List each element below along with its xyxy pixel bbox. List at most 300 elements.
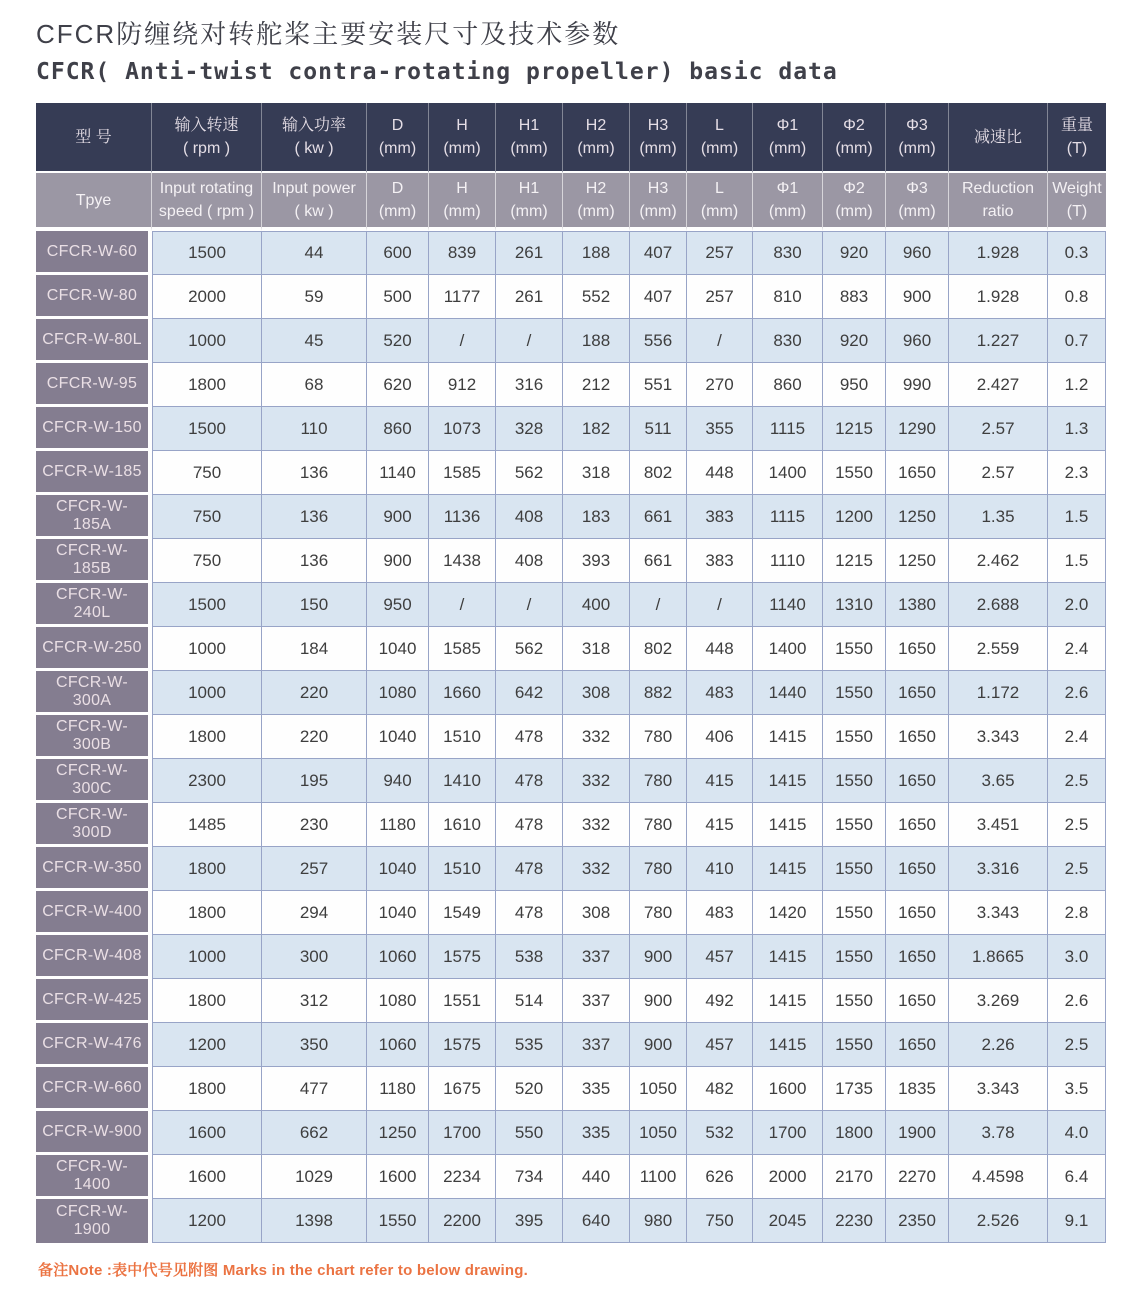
cell-ratio: 2.526 xyxy=(949,1199,1048,1243)
cell-power: 45 xyxy=(262,319,367,363)
cell-h: 1575 xyxy=(429,1023,496,1067)
cell-l: 383 xyxy=(687,539,753,583)
col-header-phi1-zh: Φ1 (mm) xyxy=(753,103,823,173)
table-row xyxy=(36,847,1106,891)
cell-weight: 2.4 xyxy=(1048,627,1106,671)
cell-d: 1040 xyxy=(367,715,429,759)
cell-weight: 1.5 xyxy=(1048,539,1106,583)
cell-phi3: 990 xyxy=(886,363,949,407)
cell-h1: 408 xyxy=(496,539,563,583)
cell-ratio: 3.451 xyxy=(949,803,1048,847)
cell-phi2: 920 xyxy=(823,319,886,363)
cell-weight: 2.6 xyxy=(1048,671,1106,715)
cell-ratio: 3.269 xyxy=(949,979,1048,1023)
cell-phi3: 2270 xyxy=(886,1155,949,1199)
cell-h2: 552 xyxy=(563,275,630,319)
cell-speed: 1800 xyxy=(152,1067,262,1111)
cell-speed: 2000 xyxy=(152,275,262,319)
cell-speed: 1000 xyxy=(152,671,262,715)
table-row xyxy=(36,979,1106,1023)
cell-h: 1410 xyxy=(429,759,496,803)
table-row xyxy=(36,1023,1106,1067)
col-header-h1-en: H1 (mm) xyxy=(496,173,563,231)
cell-weight: 1.3 xyxy=(1048,407,1106,451)
cell-h2: 212 xyxy=(563,363,630,407)
cell-l: / xyxy=(687,319,753,363)
cell-phi2: 883 xyxy=(823,275,886,319)
row-type: CFCR-W-660 xyxy=(36,1067,152,1111)
cell-ratio: 3.343 xyxy=(949,891,1048,935)
cell-l: 492 xyxy=(687,979,753,1023)
cell-h3: 900 xyxy=(630,1023,687,1067)
cell-phi1: 810 xyxy=(753,275,823,319)
row-type: CFCR-W-1400 xyxy=(36,1155,152,1199)
cell-phi2: 1550 xyxy=(823,979,886,1023)
cell-speed: 1800 xyxy=(152,363,262,407)
cell-h1: 535 xyxy=(496,1023,563,1067)
cell-d: 1060 xyxy=(367,935,429,979)
cell-ratio: 1.172 xyxy=(949,671,1048,715)
cell-h1: 514 xyxy=(496,979,563,1023)
row-type: CFCR-W-185B xyxy=(36,539,152,583)
cell-phi3: 960 xyxy=(886,319,949,363)
cell-phi1: 1400 xyxy=(753,451,823,495)
cell-phi3: 1650 xyxy=(886,891,949,935)
cell-h2: 188 xyxy=(563,231,630,275)
cell-l: 257 xyxy=(687,231,753,275)
cell-speed: 1800 xyxy=(152,979,262,1023)
cell-d: 1550 xyxy=(367,1199,429,1243)
cell-h: 1585 xyxy=(429,451,496,495)
cell-h3: 1050 xyxy=(630,1111,687,1155)
cell-d: 900 xyxy=(367,495,429,539)
cell-power: 195 xyxy=(262,759,367,803)
cell-phi3: 1650 xyxy=(886,979,949,1023)
cell-h: 1585 xyxy=(429,627,496,671)
cell-phi1: 1115 xyxy=(753,407,823,451)
header-row-en xyxy=(36,173,1106,231)
cell-phi1: 860 xyxy=(753,363,823,407)
cell-speed: 1500 xyxy=(152,583,262,627)
cell-h1: 478 xyxy=(496,759,563,803)
cell-phi1: 1600 xyxy=(753,1067,823,1111)
cell-h3: 661 xyxy=(630,539,687,583)
table-row xyxy=(36,363,1106,407)
cell-h1: 478 xyxy=(496,847,563,891)
row-type: CFCR-W-300C xyxy=(36,759,152,803)
cell-h2: 318 xyxy=(563,451,630,495)
cell-ratio: 2.462 xyxy=(949,539,1048,583)
cell-h3: 780 xyxy=(630,803,687,847)
cell-h3: 900 xyxy=(630,935,687,979)
cell-l: 415 xyxy=(687,803,753,847)
row-type: CFCR-W-80 xyxy=(36,275,152,319)
row-type: CFCR-W-300D xyxy=(36,803,152,847)
cell-power: 68 xyxy=(262,363,367,407)
cell-h3: 556 xyxy=(630,319,687,363)
cell-speed: 1200 xyxy=(152,1023,262,1067)
cell-h2: 332 xyxy=(563,715,630,759)
cell-power: 257 xyxy=(262,847,367,891)
spec-table xyxy=(36,103,1106,1243)
cell-l: 406 xyxy=(687,715,753,759)
cell-phi3: 900 xyxy=(886,275,949,319)
cell-l: 482 xyxy=(687,1067,753,1111)
cell-speed: 1500 xyxy=(152,407,262,451)
cell-phi3: 1650 xyxy=(886,803,949,847)
cell-h3: 780 xyxy=(630,715,687,759)
table-row xyxy=(36,319,1106,363)
cell-h3: 780 xyxy=(630,759,687,803)
col-header-ratio-en: Reduction ratio xyxy=(949,173,1048,231)
table-row xyxy=(36,1155,1106,1199)
cell-phi3: 1650 xyxy=(886,671,949,715)
table-body xyxy=(36,231,1106,1243)
col-header-type-en: Tpye xyxy=(36,173,152,231)
cell-h2: 188 xyxy=(563,319,630,363)
cell-weight: 2.3 xyxy=(1048,451,1106,495)
cell-h2: 393 xyxy=(563,539,630,583)
cell-phi1: 1115 xyxy=(753,495,823,539)
cell-phi1: 1415 xyxy=(753,715,823,759)
cell-h: 1675 xyxy=(429,1067,496,1111)
cell-h3: 1050 xyxy=(630,1067,687,1111)
cell-d: 1180 xyxy=(367,803,429,847)
cell-speed: 1800 xyxy=(152,715,262,759)
cell-d: 1600 xyxy=(367,1155,429,1199)
col-header-phi1-en: Φ1 (mm) xyxy=(753,173,823,231)
cell-d: 620 xyxy=(367,363,429,407)
cell-l: 257 xyxy=(687,275,753,319)
table-row xyxy=(36,935,1106,979)
cell-h2: 332 xyxy=(563,759,630,803)
cell-l: 383 xyxy=(687,495,753,539)
cell-d: 500 xyxy=(367,275,429,319)
cell-h: 1551 xyxy=(429,979,496,1023)
cell-power: 136 xyxy=(262,539,367,583)
cell-phi1: 1700 xyxy=(753,1111,823,1155)
cell-h1: 478 xyxy=(496,715,563,759)
cell-ratio: 3.78 xyxy=(949,1111,1048,1155)
table-row xyxy=(36,407,1106,451)
cell-h1: 520 xyxy=(496,1067,563,1111)
cell-h1: 734 xyxy=(496,1155,563,1199)
cell-weight: 9.1 xyxy=(1048,1199,1106,1243)
cell-weight: 2.5 xyxy=(1048,847,1106,891)
cell-power: 150 xyxy=(262,583,367,627)
cell-h1: 408 xyxy=(496,495,563,539)
cell-d: 1140 xyxy=(367,451,429,495)
col-header-ratio-zh: 减速比 xyxy=(949,103,1048,173)
cell-h1: 562 xyxy=(496,627,563,671)
cell-power: 44 xyxy=(262,231,367,275)
footnote: 备注Note :表中代号见附图 Marks in the chart refer to below drawing. xyxy=(38,1262,528,1279)
cell-phi1: 830 xyxy=(753,231,823,275)
cell-phi1: 1415 xyxy=(753,803,823,847)
col-header-h2-zh: H2 (mm) xyxy=(563,103,630,173)
table-row xyxy=(36,495,1106,539)
row-type: CFCR-W-240L xyxy=(36,583,152,627)
cell-power: 184 xyxy=(262,627,367,671)
table-row xyxy=(36,583,1106,627)
cell-ratio: 1.928 xyxy=(949,275,1048,319)
cell-phi3: 2350 xyxy=(886,1199,949,1243)
table-row xyxy=(36,1067,1106,1111)
cell-h3: 1100 xyxy=(630,1155,687,1199)
cell-phi3: 1250 xyxy=(886,495,949,539)
cell-h3: 407 xyxy=(630,275,687,319)
cell-d: 1180 xyxy=(367,1067,429,1111)
table-row xyxy=(36,891,1106,935)
col-header-phi2-en: Φ2 (mm) xyxy=(823,173,886,231)
col-header-phi3-zh: Φ3 (mm) xyxy=(886,103,949,173)
cell-ratio: 1.8665 xyxy=(949,935,1048,979)
row-type: CFCR-W-60 xyxy=(36,231,152,275)
cell-l: 626 xyxy=(687,1155,753,1199)
cell-power: 220 xyxy=(262,715,367,759)
cell-h3: 551 xyxy=(630,363,687,407)
cell-phi2: 1800 xyxy=(823,1111,886,1155)
cell-d: 1040 xyxy=(367,891,429,935)
cell-speed: 750 xyxy=(152,539,262,583)
col-header-phi3-en: Φ3 (mm) xyxy=(886,173,949,231)
cell-h3: 802 xyxy=(630,627,687,671)
cell-power: 59 xyxy=(262,275,367,319)
cell-phi2: 2230 xyxy=(823,1199,886,1243)
row-type: CFCR-W-300B xyxy=(36,715,152,759)
cell-h2: 335 xyxy=(563,1067,630,1111)
cell-h: 1073 xyxy=(429,407,496,451)
cell-phi1: 1415 xyxy=(753,979,823,1023)
cell-phi3: 1900 xyxy=(886,1111,949,1155)
cell-h3: 407 xyxy=(630,231,687,275)
cell-phi2: 1550 xyxy=(823,803,886,847)
cell-speed: 1485 xyxy=(152,803,262,847)
header-row-zh xyxy=(36,103,1106,173)
cell-h2: 640 xyxy=(563,1199,630,1243)
col-header-l-zh: L (mm) xyxy=(687,103,753,173)
cell-ratio: 3.65 xyxy=(949,759,1048,803)
cell-ratio: 2.427 xyxy=(949,363,1048,407)
table-row xyxy=(36,231,1106,275)
cell-h3: 980 xyxy=(630,1199,687,1243)
cell-power: 477 xyxy=(262,1067,367,1111)
cell-ratio: 2.57 xyxy=(949,407,1048,451)
cell-d: 1040 xyxy=(367,847,429,891)
cell-ratio: 1.35 xyxy=(949,495,1048,539)
cell-phi2: 1735 xyxy=(823,1067,886,1111)
cell-power: 312 xyxy=(262,979,367,1023)
table-row xyxy=(36,715,1106,759)
cell-h3: 780 xyxy=(630,847,687,891)
col-header-h3-zh: H3 (mm) xyxy=(630,103,687,173)
cell-ratio: 4.4598 xyxy=(949,1155,1048,1199)
cell-phi2: 1215 xyxy=(823,539,886,583)
cell-phi2: 1310 xyxy=(823,583,886,627)
cell-phi3: 1650 xyxy=(886,451,949,495)
row-type: CFCR-W-350 xyxy=(36,847,152,891)
cell-l: / xyxy=(687,583,753,627)
cell-h3: / xyxy=(630,583,687,627)
row-type: CFCR-W-400 xyxy=(36,891,152,935)
cell-phi3: 1650 xyxy=(886,715,949,759)
cell-weight: 0.8 xyxy=(1048,275,1106,319)
cell-h2: 337 xyxy=(563,1023,630,1067)
cell-h2: 308 xyxy=(563,891,630,935)
cell-phi1: 1420 xyxy=(753,891,823,935)
row-type: CFCR-W-425 xyxy=(36,979,152,1023)
cell-phi3: 1650 xyxy=(886,759,949,803)
cell-speed: 2300 xyxy=(152,759,262,803)
cell-h1: 562 xyxy=(496,451,563,495)
cell-h: / xyxy=(429,319,496,363)
cell-speed: 1600 xyxy=(152,1111,262,1155)
cell-h: 2234 xyxy=(429,1155,496,1199)
cell-speed: 1800 xyxy=(152,891,262,935)
cell-h2: 440 xyxy=(563,1155,630,1199)
cell-weight: 2.8 xyxy=(1048,891,1106,935)
cell-phi3: 1650 xyxy=(886,627,949,671)
cell-speed: 750 xyxy=(152,495,262,539)
cell-phi1: 1415 xyxy=(753,847,823,891)
cell-speed: 1000 xyxy=(152,627,262,671)
cell-d: 1060 xyxy=(367,1023,429,1067)
cell-phi1: 1400 xyxy=(753,627,823,671)
cell-phi3: 960 xyxy=(886,231,949,275)
cell-h: 1549 xyxy=(429,891,496,935)
cell-d: 900 xyxy=(367,539,429,583)
col-header-type-zh: 型 号 xyxy=(36,103,152,173)
cell-weight: 0.7 xyxy=(1048,319,1106,363)
row-type: CFCR-W-1900 xyxy=(36,1199,152,1243)
cell-h: / xyxy=(429,583,496,627)
cell-phi1: 1140 xyxy=(753,583,823,627)
cell-weight: 6.4 xyxy=(1048,1155,1106,1199)
cell-weight: 2.5 xyxy=(1048,1023,1106,1067)
cell-phi2: 1550 xyxy=(823,891,886,935)
cell-h3: 511 xyxy=(630,407,687,451)
table-row xyxy=(36,451,1106,495)
row-type: CFCR-W-150 xyxy=(36,407,152,451)
cell-h2: 183 xyxy=(563,495,630,539)
cell-d: 1040 xyxy=(367,627,429,671)
cell-h2: 182 xyxy=(563,407,630,451)
table-row xyxy=(36,759,1106,803)
cell-phi2: 1215 xyxy=(823,407,886,451)
cell-d: 1080 xyxy=(367,671,429,715)
cell-h1: 261 xyxy=(496,231,563,275)
cell-phi2: 1550 xyxy=(823,451,886,495)
cell-speed: 1800 xyxy=(152,847,262,891)
cell-h1: / xyxy=(496,319,563,363)
cell-h2: 335 xyxy=(563,1111,630,1155)
cell-h3: 882 xyxy=(630,671,687,715)
cell-phi3: 1650 xyxy=(886,935,949,979)
col-header-speed-en: Input rotating speed ( rpm ) xyxy=(152,173,262,231)
cell-phi2: 1550 xyxy=(823,935,886,979)
cell-weight: 2.0 xyxy=(1048,583,1106,627)
cell-weight: 2.6 xyxy=(1048,979,1106,1023)
cell-ratio: 3.316 xyxy=(949,847,1048,891)
table-head xyxy=(36,103,1106,231)
cell-h: 1510 xyxy=(429,847,496,891)
col-header-h1-zh: H1 (mm) xyxy=(496,103,563,173)
cell-weight: 2.4 xyxy=(1048,715,1106,759)
cell-h2: 332 xyxy=(563,847,630,891)
cell-ratio: 2.559 xyxy=(949,627,1048,671)
cell-h1: 642 xyxy=(496,671,563,715)
cell-weight: 1.5 xyxy=(1048,495,1106,539)
cell-power: 220 xyxy=(262,671,367,715)
cell-power: 136 xyxy=(262,495,367,539)
cell-ratio: 2.57 xyxy=(949,451,1048,495)
cell-phi1: 1415 xyxy=(753,759,823,803)
cell-d: 860 xyxy=(367,407,429,451)
cell-phi3: 1650 xyxy=(886,1023,949,1067)
col-header-power-en: Input power ( kw ) xyxy=(262,173,367,231)
row-type: CFCR-W-300A xyxy=(36,671,152,715)
cell-h1: 478 xyxy=(496,803,563,847)
cell-ratio: 1.928 xyxy=(949,231,1048,275)
table-row xyxy=(36,1111,1106,1155)
row-type: CFCR-W-408 xyxy=(36,935,152,979)
cell-l: 355 xyxy=(687,407,753,451)
cell-h1: 478 xyxy=(496,891,563,935)
cell-d: 1250 xyxy=(367,1111,429,1155)
cell-d: 950 xyxy=(367,583,429,627)
cell-phi3: 1835 xyxy=(886,1067,949,1111)
cell-phi3: 1290 xyxy=(886,407,949,451)
cell-ratio: 2.26 xyxy=(949,1023,1048,1067)
cell-phi2: 1550 xyxy=(823,715,886,759)
cell-phi2: 2170 xyxy=(823,1155,886,1199)
cell-l: 483 xyxy=(687,891,753,935)
cell-h2: 337 xyxy=(563,979,630,1023)
cell-ratio: 3.343 xyxy=(949,715,1048,759)
col-header-power-zh: 输入功率 ( kw ) xyxy=(262,103,367,173)
cell-ratio: 2.688 xyxy=(949,583,1048,627)
cell-weight: 2.5 xyxy=(1048,759,1106,803)
cell-h: 1136 xyxy=(429,495,496,539)
cell-l: 457 xyxy=(687,935,753,979)
col-header-phi2-zh: Φ2 (mm) xyxy=(823,103,886,173)
row-type: CFCR-W-185A xyxy=(36,495,152,539)
cell-phi2: 920 xyxy=(823,231,886,275)
cell-power: 662 xyxy=(262,1111,367,1155)
cell-speed: 1600 xyxy=(152,1155,262,1199)
cell-d: 600 xyxy=(367,231,429,275)
cell-power: 110 xyxy=(262,407,367,451)
col-header-speed-zh: 输入转速 ( rpm ) xyxy=(152,103,262,173)
cell-phi1: 2000 xyxy=(753,1155,823,1199)
cell-speed: 750 xyxy=(152,451,262,495)
row-type: CFCR-W-80L xyxy=(36,319,152,363)
col-header-h3-en: H3 (mm) xyxy=(630,173,687,231)
cell-d: 520 xyxy=(367,319,429,363)
cell-power: 294 xyxy=(262,891,367,935)
cell-power: 1029 xyxy=(262,1155,367,1199)
page-title-en: CFCR( Anti-twist contra-rotating propeller) basic data xyxy=(36,59,838,85)
cell-h3: 780 xyxy=(630,891,687,935)
cell-phi2: 1550 xyxy=(823,671,886,715)
cell-speed: 1500 xyxy=(152,231,262,275)
col-header-d-en: D (mm) xyxy=(367,173,429,231)
page-title-zh: CFCR防缠绕对转舵桨主要安装尺寸及技术参数 xyxy=(36,19,621,49)
cell-l: 410 xyxy=(687,847,753,891)
cell-d: 1080 xyxy=(367,979,429,1023)
table-row xyxy=(36,803,1106,847)
cell-h: 1575 xyxy=(429,935,496,979)
